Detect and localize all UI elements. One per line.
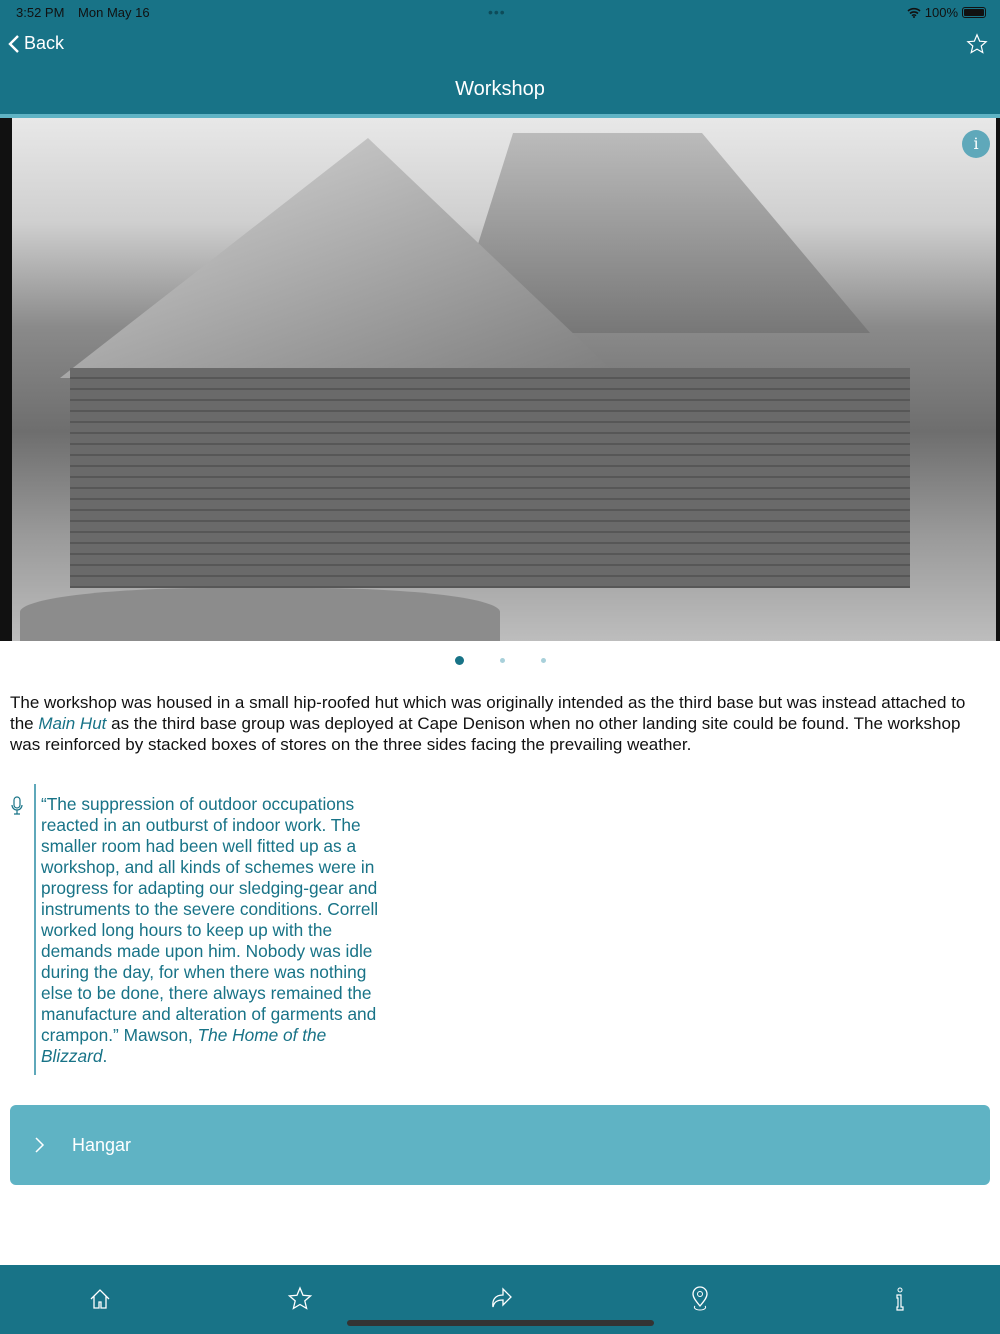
- status-date: Mon May 16: [78, 5, 150, 20]
- share-icon[interactable]: [486, 1285, 514, 1313]
- page-indicator[interactable]: [0, 656, 1000, 665]
- quote-end: .: [102, 1046, 108, 1066]
- page-dot[interactable]: [541, 658, 546, 663]
- page-title: Workshop: [455, 78, 545, 100]
- header: [0, 0, 1000, 115]
- status-time: 3:52 PM: [16, 5, 65, 20]
- battery-icon: [962, 7, 986, 18]
- chevron-right-icon: [32, 1135, 72, 1155]
- photo-barrels: [20, 588, 500, 641]
- home-icon[interactable]: [86, 1285, 114, 1313]
- quote-source: The Home of the Blizzard: [41, 1025, 327, 1066]
- photo-edge-right: [996, 118, 1000, 641]
- chevron-left-icon: [8, 34, 20, 54]
- description-text: The workshop was housed in a small hip-roofed hut which was originally intended as the third base but was instead attached to the: [10, 693, 966, 733]
- description: [10, 692, 990, 755]
- photo-info-button[interactable]: i: [962, 130, 990, 158]
- quote-block: [34, 784, 384, 1075]
- quote-text: “The suppression of outdoor occupations reacted in an outburst of indoor work. The smaller room had been well fitted up as a workshop, and all kinds of schemes were in progress for adapting our sledging-gear and instruments to the severe conditions. Correll worked long hours to keep up with the demands made upon him. Nobody was idle during the day, for when there was nothing else to be done, there always remained the manufacture and alteration of garments and crampon.” Mawson,: [41, 794, 379, 1045]
- microphone-icon[interactable]: [10, 796, 24, 816]
- battery-percent: 100%: [924, 5, 958, 20]
- next-hangar-button[interactable]: [10, 1105, 990, 1185]
- favorite-star-icon[interactable]: [966, 33, 988, 55]
- wifi-icon: [907, 7, 921, 18]
- photo-hut-wall: [70, 368, 910, 588]
- status-bar: [16, 5, 160, 20]
- description-text: as the third base group was deployed at Cape Denison when no other landing site could be found. The workshop was reinforced by stacked boxes of stores on the three sides facing the prevailing weather.: [10, 714, 961, 754]
- next-hangar-label: Hangar: [72, 1134, 132, 1155]
- photo-carousel[interactable]: [0, 118, 1000, 641]
- main-hut-link[interactable]: Main Hut: [38, 714, 107, 733]
- multitasking-dots[interactable]: •••: [488, 4, 506, 20]
- home-indicator[interactable]: [347, 1320, 654, 1326]
- back-button[interactable]: [8, 33, 64, 54]
- page-dot[interactable]: [500, 658, 505, 663]
- star-icon[interactable]: [286, 1285, 314, 1313]
- back-label: Back: [24, 33, 65, 53]
- info-icon[interactable]: [886, 1285, 914, 1313]
- page-dot-active[interactable]: [455, 656, 464, 665]
- map-pin-icon[interactable]: [686, 1285, 714, 1313]
- battery-status: [907, 5, 986, 20]
- photo-edge-left: [0, 118, 12, 641]
